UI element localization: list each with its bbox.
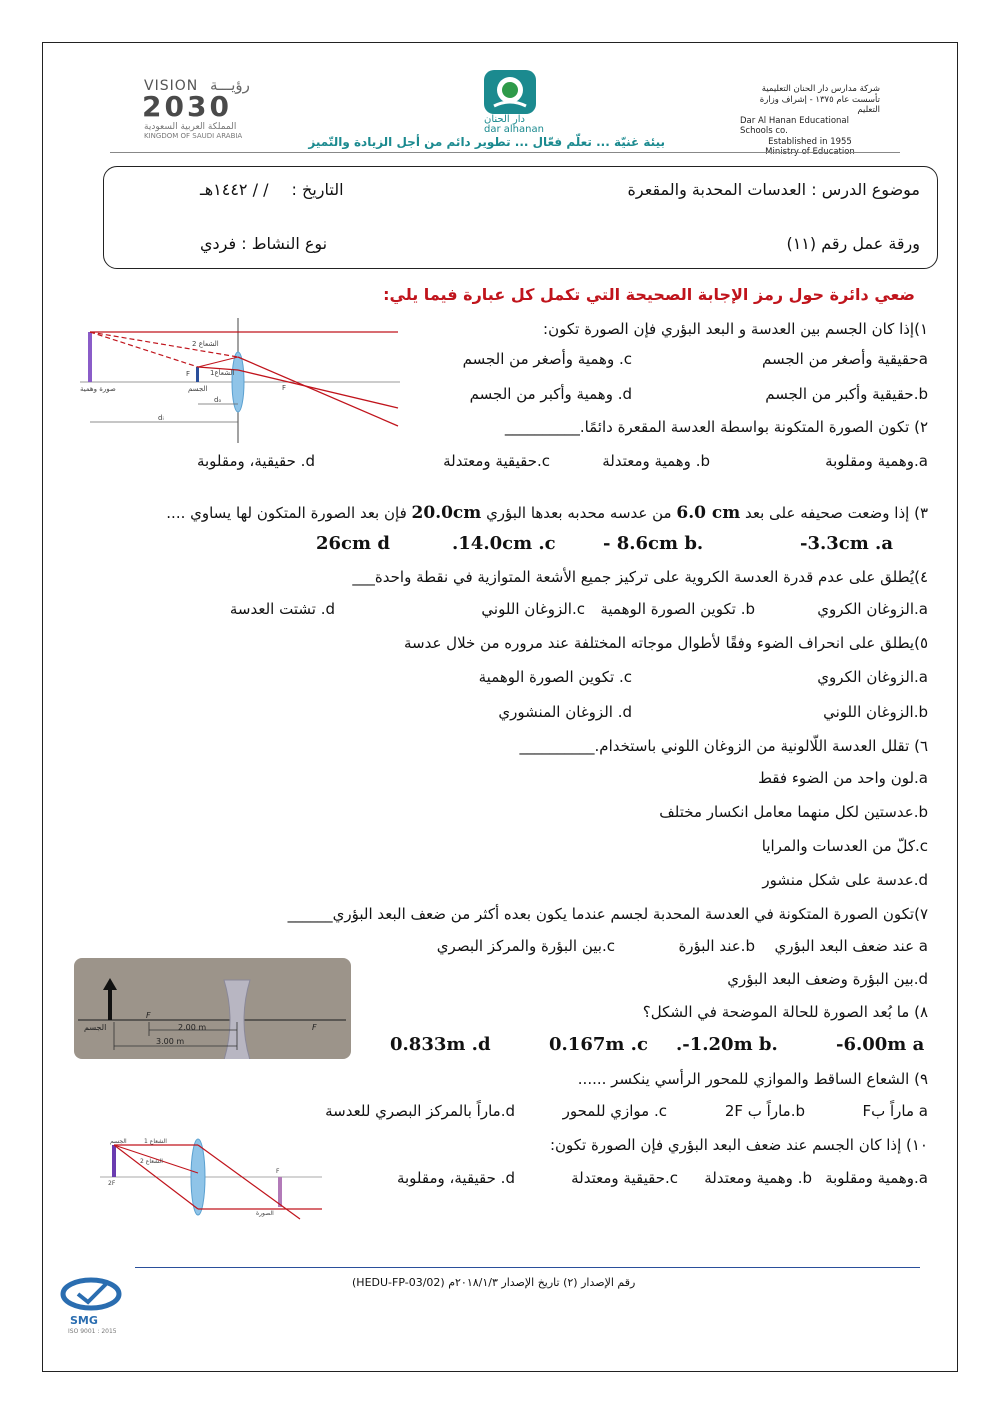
d3-ray1-label: الشعاع 1 [144,1138,167,1145]
instruction: ضعي دائرة حول رمز الإجابة الصحيحة التي تكمل كل عبارة فيما يلي: [383,285,915,304]
d1-ray1-label: الشعاع1 [210,369,235,377]
d3-f-label: F [276,1168,280,1175]
d3-image-label: الصورة [256,1210,274,1217]
kingdom-en: KINGDOM OF SAUDI ARABIA [144,132,243,140]
q1-option-c[interactable]: c. وهمية وأصغر من الجسم [462,350,632,368]
d1-image-label: صورة وهمية [80,385,116,393]
q3-text-pre: ٣) إذا وضعت صحيفه على بعد [745,504,928,522]
subject-line [628,180,920,199]
company-en-2: Established in 1955 [768,136,852,147]
q10-option-a[interactable]: a.وهمية ومقلوبة [825,1169,928,1187]
d1-f2-label: F [282,384,287,392]
q1-option-a[interactable]: aحقيقية وأصغر من الجسم [762,350,928,368]
q3-option-a[interactable]: -3.3cm .a [800,533,893,554]
logo-ar: دار الحنان [484,114,525,125]
iso-text: ISO 9001 : 2015 [68,1328,117,1335]
q10-option-d[interactable]: d. حقيقية، ومقلوبة [396,1169,515,1187]
d3-ray2-label: الشعاع 2 [140,1158,163,1165]
q9-text: ٩) الشعاع الساقط والموازي للمحور الرأسي ينكسر ...... [577,1070,928,1088]
q8-option-a[interactable]: -6.00m a [836,1034,925,1055]
q6-option-d[interactable]: d.عدسة على شكل منشور [762,871,928,889]
q3-option-b[interactable]: - 8.6cm b. [603,533,704,554]
dar-alhanan-emblem-icon [470,68,550,118]
d2-dist2-label: 3.00 m [156,1037,185,1046]
q8-option-b[interactable]: .-1.20m b. [676,1034,778,1055]
q8-text: ٨) ما بُعد الصورة للحالة الموضحة في الشكل؟ [642,1003,928,1021]
q5-option-a[interactable]: a.الزوغان الكروي [817,668,928,686]
company-en-3: Ministry of Education [765,147,855,157]
slogan: بيئة غنيّة ... تعلّم فعّال ... تطوير دائم من أجل الزيادة والتّميز [308,135,665,149]
q1-option-b[interactable]: b.حقيقية وأكبر من الجسم [765,385,928,403]
q10-text: ١٠) إذا كان الجسم عند ضعف البعد البؤري فإن الصورة تكون: [549,1136,928,1154]
q7-option-d[interactable]: d.بين البؤرة وضعف البعد البؤري [727,970,928,988]
q6-option-c[interactable]: c.كلّ من العدسات والمرايا [761,837,928,855]
q3-text [166,503,928,523]
footer-divider [135,1267,920,1268]
vision-word: VISION [144,78,199,94]
vision-year: 2030 [142,90,232,123]
q7-option-c[interactable]: c.بين البؤرة والمركز البصري [436,937,615,955]
q3-distance: 6.0 cm [676,503,741,523]
smg-swoosh-icon [58,1274,124,1314]
diagram-2-drawing [74,958,351,1059]
dar-alhanan-logo [470,68,550,134]
q5-text: ٥)يطلق على انحراف الضوء وفقًا لأطوال موجاته المختلفة عند مروره من خلال عدسة [403,634,928,652]
diagram-2-concave-lens [74,958,351,1059]
q7-option-b[interactable]: b.عند البؤرة [678,937,755,955]
q10-option-c[interactable]: c.حقيقية ومعتدلة [571,1169,678,1187]
logo-en: dar alhanan [484,124,544,135]
d1-f1-label: F [186,370,191,378]
q5-option-d[interactable]: d. الزوغان المنشوري [498,703,632,721]
d3-object-label: الجسم [110,1138,127,1145]
d1-object-label: الجسم [188,385,208,393]
d1-do-label: dₒ [214,396,222,404]
d2-object-label: الجسم [84,1023,107,1032]
q7-text: ٧)تكون الصورة المتكونة في العدسة المحدبة لجسم عندما يكون بعده أكثر من ضعف البعد البؤري______ [287,905,928,923]
vision-ar: رؤيـــة [210,76,250,94]
company-ar-1: شركة مدارس دار الحنان التعليمية [761,84,880,94]
q4-option-d[interactable]: d. تشتت العدسة [229,600,335,618]
date-label: التاريخ : [291,180,344,199]
activity-type: نوع النشاط : فردي [200,234,328,253]
q4-option-c[interactable]: c.الزوغان اللوني [481,600,585,618]
d2-dist1-label: 2.00 m [178,1023,207,1032]
q4-option-b[interactable]: b. تكوين الصورة الوهمية [600,600,755,618]
d1-di-label: dᵢ [158,414,164,422]
q5-option-b[interactable]: b.الزوغان اللوني [823,703,928,721]
q2-option-d[interactable]: d. حقيقية، ومقلوبة [196,452,315,470]
d2-f1-label: F [146,1011,151,1020]
q8-option-c[interactable]: 0.167m .c [549,1034,648,1055]
q8-option-d[interactable]: 0.833m .d [390,1034,491,1055]
q9-option-d[interactable]: d.ماراً بالمركز البصري للعدسة [325,1102,515,1120]
smg-logo [58,1274,124,1336]
q3-focal: 20.0cm [411,503,482,523]
company-info [740,84,880,158]
q6-option-a[interactable]: a.لون واحد من الضوء فقط [758,769,928,787]
date-value: / / ١٤٤٢هـ [200,180,269,199]
q2-text: ٢) تكون الصورة المتكونة بواسطة العدسة المقعرة دائمًا.__________ [504,418,928,436]
q2-option-b[interactable]: b. وهمية ومعتدلة [602,452,710,470]
q1-text: ١)إذا كان الجسم بين العدسة و البعد البؤري فإن الصورة تكون: [543,320,928,338]
q10-option-b[interactable]: b. وهمية ومعتدلة [704,1169,812,1187]
d3-2f-label: 2F [108,1180,116,1187]
worksheet-number: ورقة عمل رقم (١١) [786,234,920,253]
q3-option-c[interactable]: .14.0cm .c [452,533,556,554]
q3-text-mid: من عدسه محدبه بعدها البؤري [486,504,672,522]
company-ar-2: تأسست عام ١٣٧٥ - إشراف وزارة التعليم [759,94,880,115]
q4-text: ٤)يُطلق على عدم قدرة العدسة الكروية على تركيز جميع الأشعة المتوازية في نقطة واحدة___ [352,568,928,586]
q9-option-c[interactable]: c. موازي للمحور [562,1102,667,1120]
d1-ray2-label: الشعاع 2 [192,340,219,348]
header-divider [110,152,900,153]
q3-option-d[interactable]: 26cm d [316,533,390,554]
q9-option-a[interactable]: a ماراً بF [862,1102,928,1120]
q2-option-a[interactable]: a.وهمية ومقلوبة [825,452,928,470]
q3-text-post: فإن بعد الصورة المتكون لها يساوي .... [166,504,407,522]
q4-option-a[interactable]: a.الزوغان الكروي [817,600,928,618]
issue-info: رقم الإصدار (٢) تاريخ الإصدار ٢٠١٨/١/٣م (HEDU-FP-03/02) [352,1276,636,1289]
q6-option-b[interactable]: b.عدستين لكل منهما معامل انكسار مختلف [659,803,928,821]
diagram-3-convex-lens [100,1133,325,1220]
diagram-1-convex-lens [80,318,405,443]
vision-2030-logo [140,76,290,140]
d2-f2-label: F [312,1023,317,1032]
q7-option-a[interactable]: a عند ضعف البعد البؤري [774,937,928,955]
smg-text: SMG [70,1314,98,1327]
q9-option-b[interactable]: b.ماراً ب 2F [724,1102,805,1120]
date-line [200,180,344,199]
kingdom-ar: المملكة العربية السعودية [144,122,237,132]
q6-text: ٦) تقلل العدسة اللّالونية من الزوغان اللوني باستخدام.__________ [519,737,928,755]
q1-option-d[interactable]: d. وهمية وأكبر من الجسم [469,385,632,403]
subject-value: العدسات المحدبة والمقعرة [627,180,807,199]
q2-option-c[interactable]: c.حقيقية ومعتدلة [443,452,550,470]
q5-option-c[interactable]: c. تكوين الصورة الوهمية [478,668,632,686]
company-en-1: Dar Al Hanan Educational Schools co. [740,115,850,136]
subject-label: موضوع الدرس : [811,180,920,199]
